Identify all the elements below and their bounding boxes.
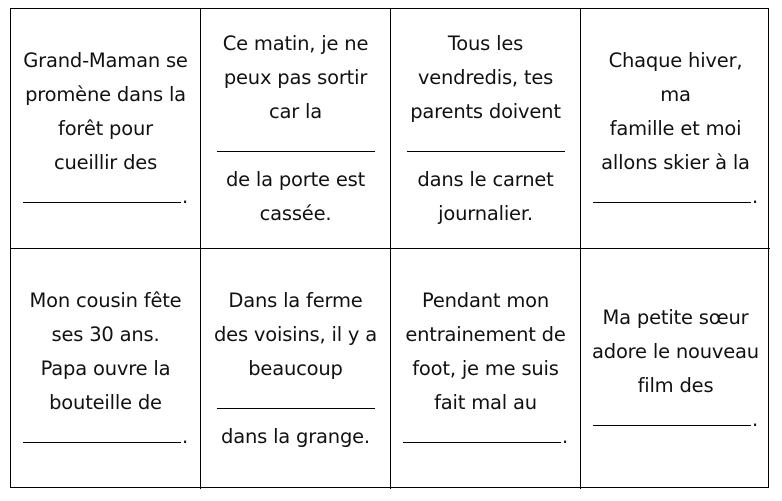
- text-line: foot, je me suis: [412, 357, 559, 380]
- card-text: [592, 301, 760, 437]
- text-line: famille et moi: [609, 116, 742, 140]
- text-line: Ma petite sœur: [602, 306, 749, 329]
- card-text: [402, 284, 570, 454]
- sentence-card-3: [391, 9, 581, 249]
- fill-in-blank[interactable]: [593, 424, 751, 426]
- fill-in-blank[interactable]: [407, 150, 565, 152]
- text-line: Papa ouvre la: [40, 357, 171, 380]
- card-text: [212, 27, 380, 231]
- fill-in-blank[interactable]: [593, 201, 751, 203]
- fill-in-blank[interactable]: [23, 201, 181, 203]
- text-line: fait mal au: [434, 391, 537, 414]
- end-punctuation: .: [182, 184, 188, 208]
- text-line: cassée.: [259, 201, 332, 225]
- text-line: de la porte est: [225, 167, 366, 191]
- sentence-card-2: [201, 9, 391, 249]
- text-line: dans la grange.: [221, 425, 370, 448]
- fill-in-blank[interactable]: [217, 150, 375, 152]
- text-line: vendredis, tes: [417, 65, 554, 89]
- text-line: parents doivent: [410, 99, 561, 123]
- text-line: entrainement de: [405, 323, 566, 346]
- fill-in-blank[interactable]: [217, 407, 375, 409]
- sentence-card-5: [11, 249, 201, 489]
- text-line: Grand-Maman se: [23, 48, 188, 72]
- text-line: Ce matin, je ne: [222, 31, 369, 55]
- text-line: beaucoup: [248, 357, 343, 380]
- text-line: forêt pour: [58, 116, 153, 140]
- sentence-card-7: [391, 249, 581, 489]
- text-line: Dans la ferme: [228, 289, 363, 312]
- text-line: Mon cousin fête: [29, 289, 182, 312]
- text-line: bouteille de: [49, 391, 162, 414]
- text-line: des voisins, il y a: [213, 323, 378, 346]
- sentence-card-8: [581, 249, 770, 489]
- sentence-card-4: [581, 9, 770, 249]
- end-punctuation: .: [752, 184, 758, 208]
- card-text: [212, 284, 380, 454]
- end-punctuation: .: [562, 425, 568, 448]
- text-line: ses 30 ans.: [51, 323, 160, 346]
- text-line: adore le nouveau: [592, 340, 759, 363]
- end-punctuation: .: [752, 408, 758, 431]
- text-line: film des: [637, 374, 714, 397]
- text-line: car la: [268, 99, 323, 123]
- text-line: Chaque hiver, ma: [608, 48, 743, 106]
- card-text: [22, 284, 190, 454]
- fill-in-blank[interactable]: [23, 441, 181, 443]
- text-line: Tous les: [447, 31, 524, 55]
- card-grid: [10, 8, 769, 488]
- text-line: allons skier à la: [601, 150, 750, 174]
- end-punctuation: .: [182, 425, 188, 448]
- sentence-card-6: [201, 249, 391, 489]
- card-text: [22, 44, 190, 214]
- text-line: Pendant mon: [421, 289, 550, 312]
- card-text: [402, 27, 570, 231]
- text-line: peux pas sortir: [223, 65, 368, 89]
- text-line: journalier.: [438, 201, 533, 225]
- sentence-card-1: [11, 9, 201, 249]
- text-line: promène dans la: [25, 82, 186, 106]
- card-text: [592, 44, 760, 214]
- fill-in-blank[interactable]: [403, 441, 561, 443]
- text-line: dans le carnet: [417, 167, 554, 191]
- text-line: cueillir des: [53, 150, 158, 174]
